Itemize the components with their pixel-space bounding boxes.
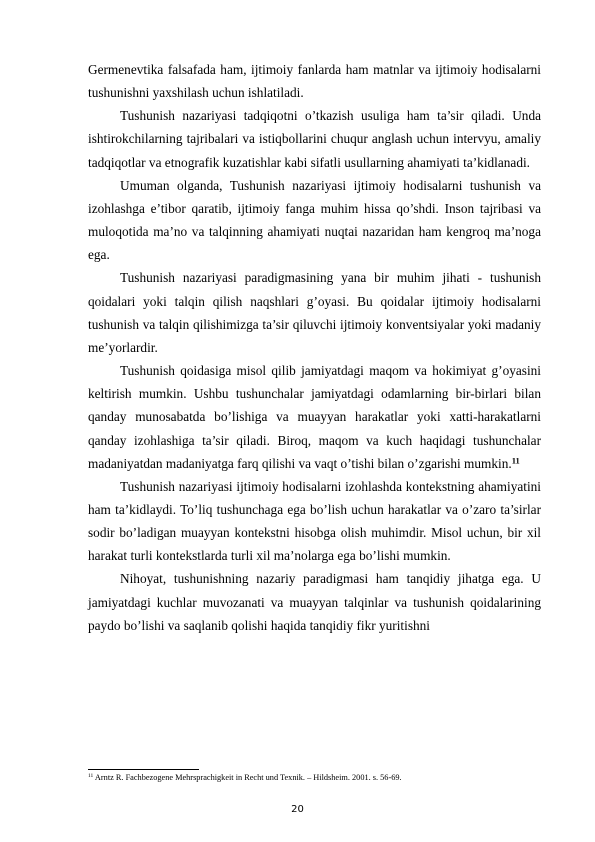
paragraph-6: Tushunish nazariyasi ijtimoiy hodisalarni izohlashda kontekstning ahamiyatini ham ta’kidlaydi. To’liq tushunchaga ega bo’lish uchun harakatlar va o’zaro ta’sirlar sodir bo’ladigan muayyan kontekstni hisobga olish muhimdir. Misol uchun, bir xil harakat turli kontekstlarda turli xil ma’nolarga ega bo’lishi mumkin. (88, 478, 541, 564)
footnote-divider (88, 769, 199, 770)
paragraph-2: Tushunish nazariyasi tadqiqotni o’tkazish usuliga ham ta’sir qiladi. Unda ishtirokchilarning tajribalari va istiqbollarini chuqur anglash uchun intervyu, amaliy tadqiqotlar va etnografik kuzatishlar kabi sifatli usullarning ahamiyati ta’kidlanadi. (88, 108, 541, 170)
footnote-text: Arntz R. Fachbezogene Mehrsprachigkeit in Recht und Texnik. – Hildsheim. 2001. s. 56-69. (94, 773, 402, 782)
paragraph-5-text: Tushunish qoidasiga misol qilib jamiyatdagi maqom va hokimiyat g’oyasini keltirish mumkin. Ushbu tushunchalar jamiyatdagi odamlarning bir-birlari bilan qanday munosabatda bo’lishiga va muayyan harakatlar yoki xatti-harakatlarni qanday izohlashiga ta’sir qiladi. Biroq, maqom va kuch haqidagi tushunchalar madaniyatdan madaniyatga farq qilishi va vaqt o’tishi bilan o’zgarishi mumkin. (88, 363, 541, 471)
paragraph-4: Tushunish nazariyasi paradigmasining yana bir muhim jihati - tushunish qoidalari yoki talqin qilish naqshlari g’oyasi. Bu qoidalar ijtimoiy hodisalarni tushunish va talqin qilishimizga ta’sir qiluvchi ijtimoiy konventsiyalar yoki madaniy me’yorlardir. (88, 270, 541, 355)
footnote-number: 11 (88, 772, 94, 779)
page-number: 20 (291, 804, 304, 815)
paragraph-1: Germenevtika falsafada ham, ijtimoiy fanlarda ham matnlar va ijtimoiy hodisalarni tushunishni yaxshilash uchun ishlatiladi. (88, 62, 541, 101)
footnote-reference[interactable]: 11 (511, 454, 520, 465)
footnote (88, 772, 541, 784)
document-body (88, 58, 541, 637)
paragraph-7: Nihoyat, tushunishning nazariy paradigmasi ham tanqidiy jihatga ega. U jamiyatdagi kuchlar muvozanati va muayyan talqinlar va tushunish qoidalarining paydo bo’lishi va saqlanib qolishi haqida tanqidiy fikr yuritishni (88, 571, 541, 633)
paragraph-5 (88, 359, 541, 475)
paragraph-3: Umuman olganda, Tushunish nazariyasi ijtimoiy hodisalarni tushunish va izohlashga e’tibor qaratib, ijtimoiy fanga muhim hissa qo’shdi. Inson tajribasi va muloqotida ma’no va talqinning ahamiyati nuqtai nazaridan ham kengroq ma’noga ega. (88, 177, 541, 263)
